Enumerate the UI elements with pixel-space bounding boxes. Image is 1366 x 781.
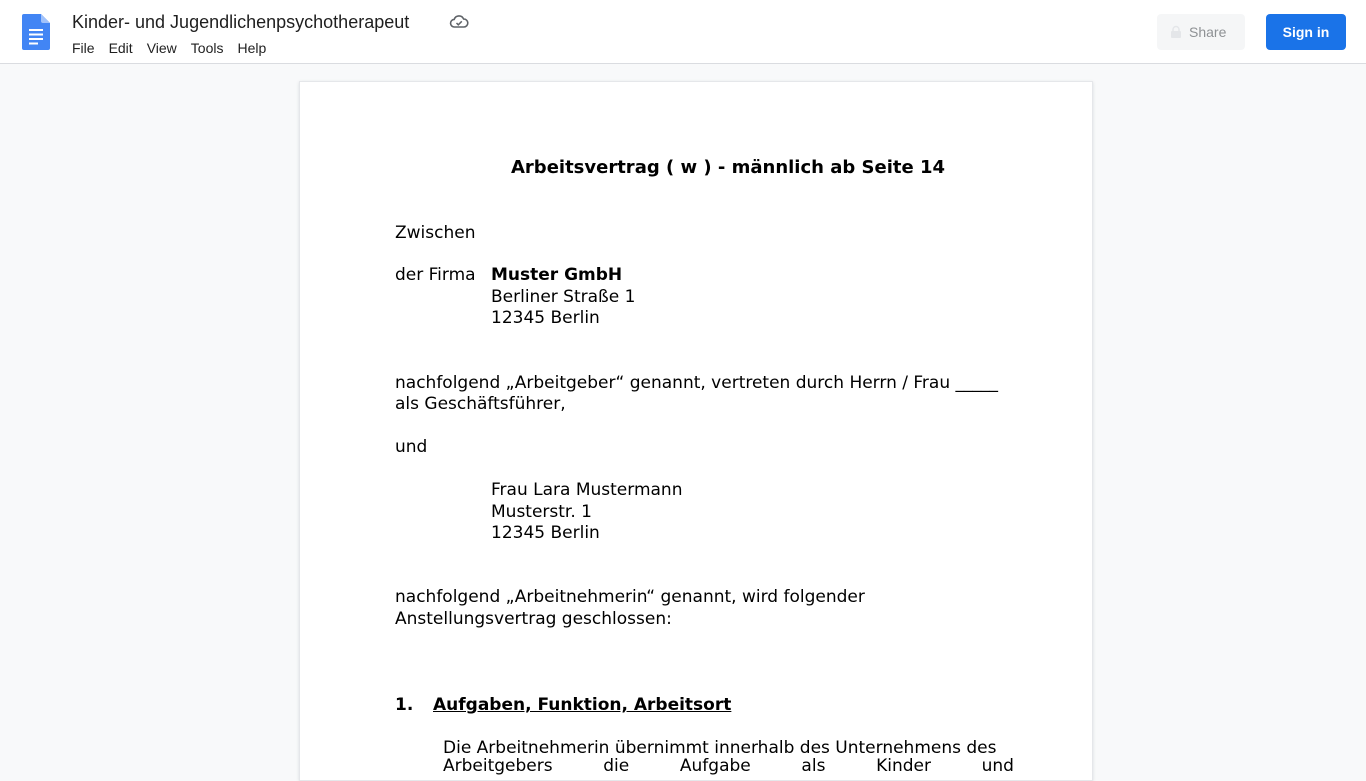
lock-icon <box>1169 25 1183 39</box>
employee-clause-line2: Anstellungsvertrag geschlossen: <box>395 609 672 629</box>
document-page <box>299 81 1093 781</box>
employer-clause-line1: nachfolgend „Arbeitgeber“ genannt, vertreten durch Herrn / Frau _____ <box>395 373 999 393</box>
paragraph-word: die <box>603 756 630 776</box>
section-paragraph-line1: Die Arbeitnehmerin übernimmt innerhalb des Unternehmens des <box>443 738 997 758</box>
employer-city: 12345 Berlin <box>491 308 600 328</box>
google-docs-logo[interactable] <box>22 14 50 50</box>
paragraph-word: Kinder <box>876 756 931 776</box>
menu-help[interactable]: Help <box>237 40 267 56</box>
section-number: 1. <box>395 695 414 715</box>
paragraph-word: als <box>801 756 826 776</box>
text-und: und <box>395 437 428 457</box>
share-button[interactable] <box>1157 14 1245 50</box>
sign-in-button[interactable]: Sign in <box>1266 14 1346 50</box>
text-zwischen: Zwischen <box>395 223 476 243</box>
share-label: Share <box>1189 24 1227 40</box>
menu-view[interactable]: View <box>146 40 177 56</box>
paragraph-word: und <box>981 756 1014 776</box>
employer-street: Berliner Straße 1 <box>491 287 636 307</box>
employer-clause-line2: als Geschäftsführer, <box>395 394 566 414</box>
paragraph-word: Arbeitgebers <box>443 756 553 776</box>
paragraph-word: Aufgabe <box>679 756 751 776</box>
menu-bar <box>64 38 272 58</box>
section-paragraph-line2 <box>443 756 1014 777</box>
document-title[interactable]: Kinder- und Jugendlichenpsychotherapeut <box>72 12 410 32</box>
top-bar <box>0 0 1366 64</box>
employer-name: Muster GmbH <box>491 265 623 285</box>
employee-clause-line1: nachfolgend „Arbeitnehmerin“ genannt, wird folgender <box>395 587 865 607</box>
section-heading: Aufgaben, Funktion, Arbeitsort <box>433 695 732 715</box>
document-heading: Arbeitsvertrag ( w ) - männlich ab Seite 14 <box>511 157 945 178</box>
employee-city: 12345 Berlin <box>491 523 600 543</box>
employee-street: Musterstr. 1 <box>491 502 592 522</box>
menu-tools[interactable]: Tools <box>190 40 224 56</box>
menu-file[interactable]: File <box>72 40 95 56</box>
employee-name: Frau Lara Mustermann <box>491 480 683 500</box>
menu-edit[interactable]: Edit <box>108 40 133 56</box>
employer-prefix: der Firma <box>395 265 476 285</box>
cloud-saved-icon[interactable] <box>449 13 469 31</box>
